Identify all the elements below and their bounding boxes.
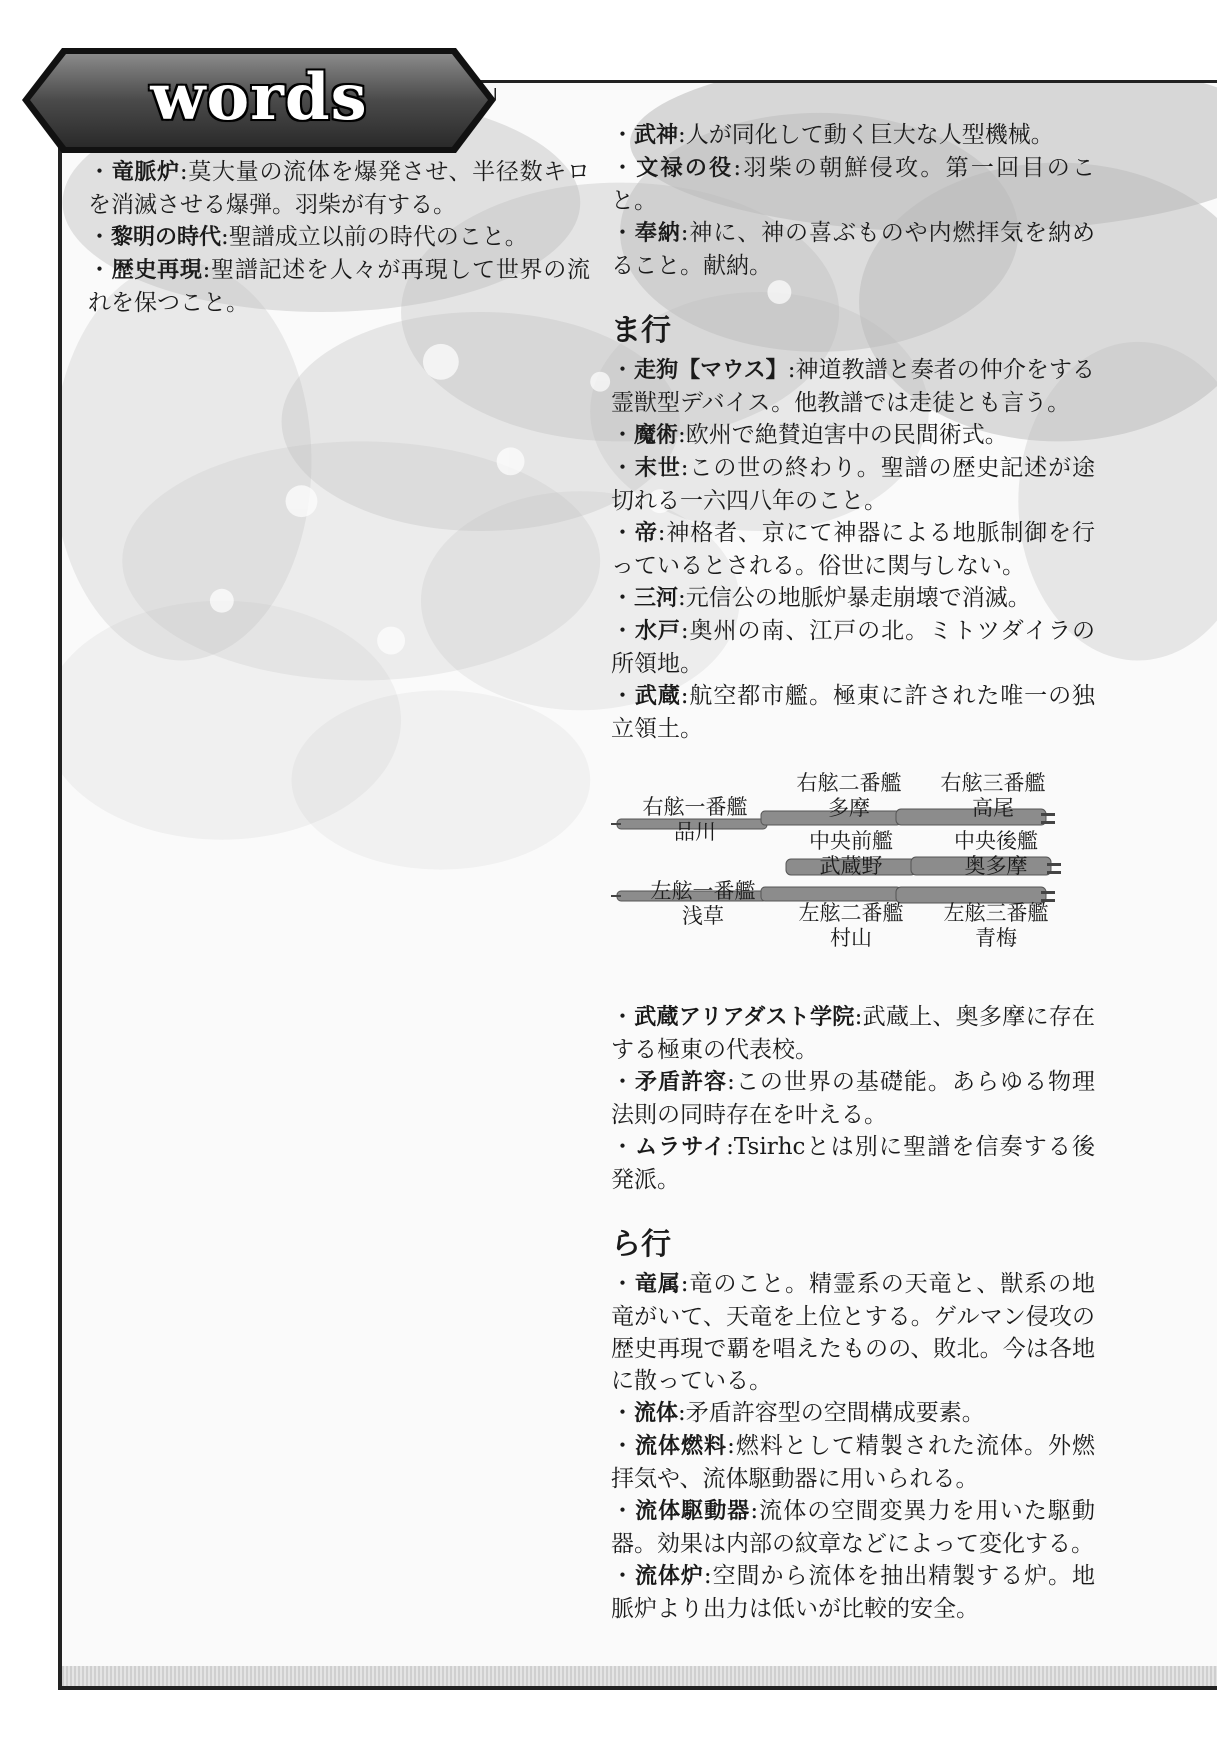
entry: ・魔術:欧州で絶賛迫害中の民間術式。 [611, 422, 1008, 448]
entry-definition: :莫大量の流体を爆発させ、半径数キロを消滅させる爆弾。羽柴が有する。 [88, 159, 590, 218]
entry-definition: :聖譜記述を人々が再現して世界の流れを保つこと。 [88, 257, 590, 316]
entry-term: 武蔵 [634, 684, 681, 709]
entry-definition: :神に、神の喜ぶものや内燃拝気を納めること。献納。 [611, 220, 1095, 279]
ship-label-district: 奥多摩 [964, 854, 1028, 878]
entry-term: 奉納 [634, 221, 681, 246]
entry: ・流体駆動器:流体の空間変異力を用いた駆動器。効果は内部の紋章などによって変化する。 [611, 1498, 1095, 1557]
ship-label-c1 [809, 829, 893, 879]
entry: ・水戸:奥州の南、江戸の北。ミトツダイラの所領地。 [611, 618, 1096, 677]
ship-label-name: 左舷二番艦 [798, 901, 904, 925]
entry-definition: :神格者、京にて神器による地脈制御を行っているとされる。俗世に関与しない。 [611, 520, 1096, 579]
page-title: words [150, 60, 368, 135]
ship-l2 [761, 887, 901, 901]
entry: ・竜脈炉:莫大量の流体を爆発させ、半径数キロを消滅させる爆弾。羽柴が有する。 [88, 159, 590, 218]
entry-definition: :この世の終わり。聖譜の歴史記述が途切れる一六四八年のこと。 [611, 455, 1095, 514]
ship-label-district: 浅草 [682, 904, 724, 928]
entry: ・武神:人が同化して動く巨大な人型機械。 [611, 122, 1054, 148]
entry-term: 水戸 [634, 619, 681, 644]
ship-label-name: 右舷二番艦 [796, 771, 902, 795]
entry: ・竜属:竜のこと。精霊系の天竜と、獣系の地竜がいて、天竜を上位とする。ゲルマン侵攻の歴史再現で覇を唱えたものの、敗北。今は各地に散っている。 [611, 1271, 1095, 1394]
entry-term: 流体駆動器 [635, 1499, 751, 1524]
entry-definition: :航空都市艦。極東に許された唯一の独立領土。 [611, 683, 1095, 742]
entry-term: 竜属 [634, 1272, 681, 1297]
ship-label-c2 [954, 829, 1038, 879]
entry-definition: :人が同化して動く巨大な人型機械。 [678, 122, 1054, 148]
section-heading-ra: ら行 [611, 1227, 671, 1262]
entry-term: 魔術 [634, 423, 679, 448]
entry: ・三河:元信公の地脈炉暴走崩壊で消滅。 [611, 585, 1031, 611]
entry-term: 武蔵アリアダスト学院 [634, 1005, 855, 1030]
entry: ・武蔵アリアダスト学院:武蔵上、奥多摩に存在する極東の代表校。 [611, 1004, 1096, 1063]
ship-label-r1 [643, 795, 748, 845]
ship-label-name: 右舷一番艦 [642, 795, 748, 819]
entry-term: 流体燃料 [635, 1434, 728, 1459]
entry-term: 走狗【マウス】 [634, 358, 788, 383]
entry-term: 矛盾許容 [635, 1070, 728, 1095]
ship-label-district: 多摩 [828, 796, 870, 820]
entry-term: 黎明の時代 [111, 225, 222, 250]
entry-definition: :この世界の基礎能。あらゆる物理法則の同時存在を叶える。 [611, 1069, 1096, 1128]
entry: ・流体燃料:燃料として精製された流体。外燃拝気や、流体駆動器に用いられる。 [611, 1433, 1096, 1492]
ship-label-r2 [797, 771, 902, 821]
title-tab [22, 48, 496, 153]
entry: ・流体:矛盾許容型の空間構成要素。 [611, 1400, 985, 1426]
entry-term: 武神 [634, 123, 679, 148]
entry: ・末世:この世の終わり。聖譜の歴史記述が途切れる一六四八年のこと。 [611, 455, 1095, 514]
ship-label-name: 中央前艦 [809, 829, 893, 853]
ship-label-l3 [944, 901, 1049, 951]
entry-definition: :竜のこと。精霊系の天竜と、獣系の地竜がいて、天竜を上位とする。ゲルマン侵攻の歴史再現で覇を唱えたものの、敗北。今は各地に散っている。 [611, 1271, 1095, 1394]
bottom-band [62, 1666, 1217, 1686]
entry: ・帝:神格者、京にて神器による地脈制御を行っているとされる。俗世に関与しない。 [611, 520, 1096, 579]
entry-definition: :聖譜成立以前の時代のこと。 [221, 224, 528, 250]
entry-definition: :欧州で絶賛迫害中の民間術式。 [678, 422, 1008, 448]
entry-definition: :奥州の南、江戸の北。ミトツダイラの所領地。 [611, 618, 1096, 677]
entry-term: 末世 [634, 456, 681, 481]
ship-formation-diagram [611, 771, 1095, 971]
entry: ・文禄の役:羽柴の朝鮮侵攻。第一回目のこと。 [611, 155, 1095, 214]
entry: ・矛盾許容:この世界の基礎能。あらゆる物理法則の同時存在を叶える。 [611, 1069, 1096, 1128]
entry-term: 流体炉 [634, 1564, 704, 1589]
entry-term: 三河 [634, 586, 679, 611]
entry-definition: :燃料として精製された流体。外燃拝気や、流体駆動器に用いられる。 [611, 1433, 1096, 1492]
entry-definition: :空間から流体を抽出精製する炉。地脈炉より出力は低いが比較的安全。 [611, 1563, 1095, 1622]
ship-label-name: 左舷三番艦 [943, 901, 1049, 925]
entry-definition: :Tsirhcとは別に聖譜を信奏する後発派。 [611, 1134, 1096, 1193]
ship-label-name: 右舷三番艦 [940, 771, 1046, 795]
ship-label-district: 品川 [674, 820, 716, 844]
entry: ・黎明の時代:聖譜成立以前の時代のこと。 [88, 224, 528, 250]
ship-label-l1 [651, 879, 756, 929]
entry: ・流体炉:空間から流体を抽出精製する炉。地脈炉より出力は低いが比較的安全。 [611, 1563, 1095, 1622]
entry-term: 文禄の役 [636, 156, 734, 181]
entry-term: ムラサイ [635, 1135, 727, 1160]
ship-label-l2 [799, 901, 904, 951]
entry-definition: :流体の空間変異力を用いた駆動器。効果は内部の紋章などによって変化する。 [611, 1498, 1095, 1557]
entry-definition: :武蔵上、奥多摩に存在する極東の代表校。 [611, 1004, 1096, 1063]
ship-label-district: 武蔵野 [819, 854, 883, 878]
entry-term: 歴史再現 [111, 258, 203, 283]
right-column [611, 119, 1095, 1625]
entry-term: 竜脈炉 [111, 160, 180, 185]
entry-term: 帝 [634, 521, 658, 546]
entry: ・奉納:神に、神の喜ぶものや内燃拝気を納めること。献納。 [611, 220, 1095, 279]
ship-label-r3 [941, 771, 1046, 821]
ship-label-name: 左舷一番艦 [650, 879, 756, 903]
entry-definition: :矛盾許容型の空間構成要素。 [678, 1400, 985, 1426]
ship-label-district: 村山 [830, 926, 872, 950]
ship-label-district: 高尾 [972, 796, 1014, 820]
ship-label-district: 青梅 [975, 926, 1017, 950]
entry: ・走狗【マウス】:神道教譜と奏者の仲介をする霊獣型デバイス。他教譜では走徒とも言う。 [611, 357, 1096, 416]
section-heading-ma: ま行 [611, 313, 671, 348]
entry-definition: :元信公の地脈炉暴走崩壊で消滅。 [678, 585, 1031, 611]
entry-definition: :神道教譜と奏者の仲介をする霊獣型デバイス。他教譜では走徒とも言う。 [611, 357, 1096, 416]
entry-term: 流体 [634, 1401, 679, 1426]
entry: ・武蔵:航空都市艦。極東に許された唯一の独立領土。 [611, 683, 1095, 742]
ship-label-name: 中央後艦 [954, 829, 1038, 853]
entry: ・ムラサイ:Tsirhcとは別に聖譜を信奏する後発派。 [611, 1134, 1096, 1193]
entry-definition: :羽柴の朝鮮侵攻。第一回目のこと。 [611, 155, 1095, 214]
entry: ・歴史再現:聖譜記述を人々が再現して世界の流れを保つこと。 [88, 257, 590, 316]
left-column [88, 156, 590, 319]
